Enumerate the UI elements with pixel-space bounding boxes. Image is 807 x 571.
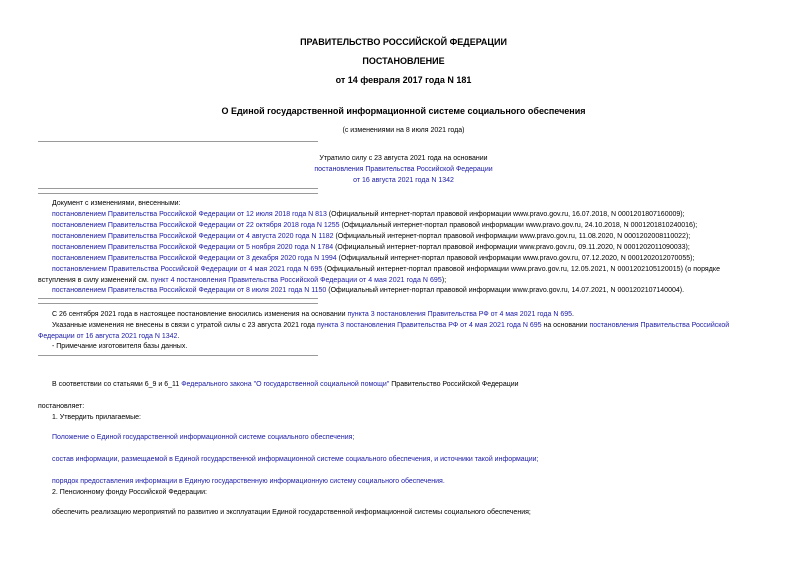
item-2: 2. Пенсионному фонду Российской Федерации: (52, 489, 207, 496)
amendment-source: (Официальный интернет-портал правовой информации www.pravo.gov.ru, 14.07.2021, N 0001202107140004). (326, 287, 685, 294)
amendment-source: (Официальный интернет-портал правовой информации www.pravo.gov.ru, 07.12.2020, N 0001202012070055); (336, 255, 695, 262)
note-end: . (572, 311, 574, 318)
amendment-link[interactable]: постановлением Правительства Российской Федерации от 12 июля 2018 года N 813 (52, 211, 327, 218)
procedure-link[interactable]: порядок предоставления информации в Единую государственную информационную систему социального обеспечения. (52, 478, 445, 485)
amendment-source-end: ); (441, 277, 447, 284)
amendment-source: (Официальный интернет-портал правовой информации www.pravo.gov.ru, 11.08.2020, N 0001202008110022); (333, 233, 691, 240)
amendment-source: (Официальный интернет-портал правовой информации www.pravo.gov.ru, 16.07.2018, N 0001201807160009); (326, 211, 685, 218)
intro-end: Правительство Российской Федерации (389, 381, 519, 388)
list-item (52, 221, 697, 231)
amended-note: (с изменениями на 8 июля 2021 года) (342, 127, 465, 134)
list-item (52, 232, 690, 242)
amendment-link[interactable]: постановлением Правительства Российской Федерации от 3 декабря 2020 года N 1994 (52, 255, 337, 262)
federal-law-link[interactable]: Федерального закона "О государственной социальной помощи" (181, 381, 390, 388)
divider (38, 303, 318, 304)
note-link[interactable]: пункта 3 постановления Правительства РФ от 4 мая 2021 года N 695 (316, 322, 542, 329)
resolves-text: постановляет: (38, 403, 85, 410)
divider (38, 298, 318, 299)
changes-heading: Документ с изменениями, внесенными: (52, 200, 181, 207)
divider (38, 355, 318, 356)
note-text: Указанные изменения не внесены в связи с утратой силы с 23 августа 2021 года (52, 322, 317, 329)
list-item (52, 254, 694, 264)
amendment-link[interactable]: постановлением Правительства Российской Федерации от 8 июля 2021 года N 1150 (52, 287, 327, 294)
amendment-link[interactable]: постановлением Правительства Российской Федерации от 5 ноября 2020 года N 1784 (52, 244, 334, 251)
item-2-subitem: обеспечить реализацию мероприятий по развитию и эксплуатации Единой государственной информационной системы социального обеспечения; (52, 509, 531, 516)
intro-paragraph (52, 380, 519, 390)
note-text: С 26 сентября 2021 года в настоящее постановление вносились изменения на основании (52, 311, 348, 318)
expired-link-line1[interactable]: постановления Правительства Российской Федерации (314, 166, 493, 173)
item-1: 1. Утвердить прилагаемые: (52, 414, 141, 421)
amendment-effective-link[interactable]: пункт 4 постановления Правительства Российской Федерации от 4 мая 2021 года N 695 (150, 277, 442, 284)
amendment-source: (Официальный интернет-портал правовой информации www.pravo.gov.ru, 24.10.2018, N 0001201810240016); (339, 222, 698, 229)
amendment-source: (Официальный интернет-портал правовой информации www.pravo.gov.ru, 12.05.2021, N 0001202105120015) (о порядке вступления в силу изменений см. (38, 266, 721, 284)
divider (38, 193, 318, 194)
note-end: . (177, 333, 180, 340)
list-item (52, 286, 684, 296)
amendment-link[interactable]: постановлением Правительства Российской Федерации от 22 октября 2018 года N 1255 (52, 222, 340, 229)
regulation-link[interactable]: Положение о Единой государственной информационной системе социального обеспечения; (52, 434, 355, 441)
intro-text: В соответствии со статьями 6_9 и 6_11 (52, 381, 182, 388)
amendment-source: (Официальный интернет-портал правовой информации www.pravo.gov.ru, 09.11.2020, N 0001202011090033); (333, 244, 690, 251)
note-link[interactable]: постановления Правительства Российской Федерации от 16 августа 2021 года N 1342 (38, 322, 730, 340)
document-title: О Единой государственной информационной системе социального обеспечения (221, 106, 586, 116)
note-db-maker: - Примечание изготовителя базы данных. (52, 343, 188, 350)
government-name: ПРАВИТЕЛЬСТВО РОССИЙСКОЙ ФЕДЕРАЦИИ (300, 37, 507, 47)
note-not-applied (38, 320, 756, 342)
list-item (52, 210, 685, 220)
expired-link-line2[interactable]: от 16 августа 2021 года N 1342 (353, 177, 454, 184)
list-item (52, 243, 690, 253)
divider (38, 188, 318, 189)
composition-link[interactable]: состав информации, размещаемой в Единой государственной информационной системе социального обеспечения, и источники такой информации; (52, 456, 539, 463)
document-type: ПОСТАНОВЛЕНИЕ (362, 56, 445, 66)
amendment-link[interactable]: постановлением Правительства Российской Федерации от 4 мая 2021 года N 695 (52, 266, 323, 273)
divider (38, 141, 318, 142)
note-text: на основании (541, 322, 590, 329)
note-link[interactable]: пункта 3 постановления Правительства РФ от 4 мая 2021 года N 695 (347, 311, 573, 318)
amendment-link[interactable]: постановлением Правительства Российской Федерации от 4 августа 2020 года N 1182 (52, 233, 334, 240)
expired-notice: Утратило силу с 23 августа 2021 года на основании (319, 155, 488, 162)
document-date: от 14 февраля 2017 года N 181 (335, 75, 472, 85)
list-item (38, 264, 756, 286)
note-changes (52, 310, 574, 320)
